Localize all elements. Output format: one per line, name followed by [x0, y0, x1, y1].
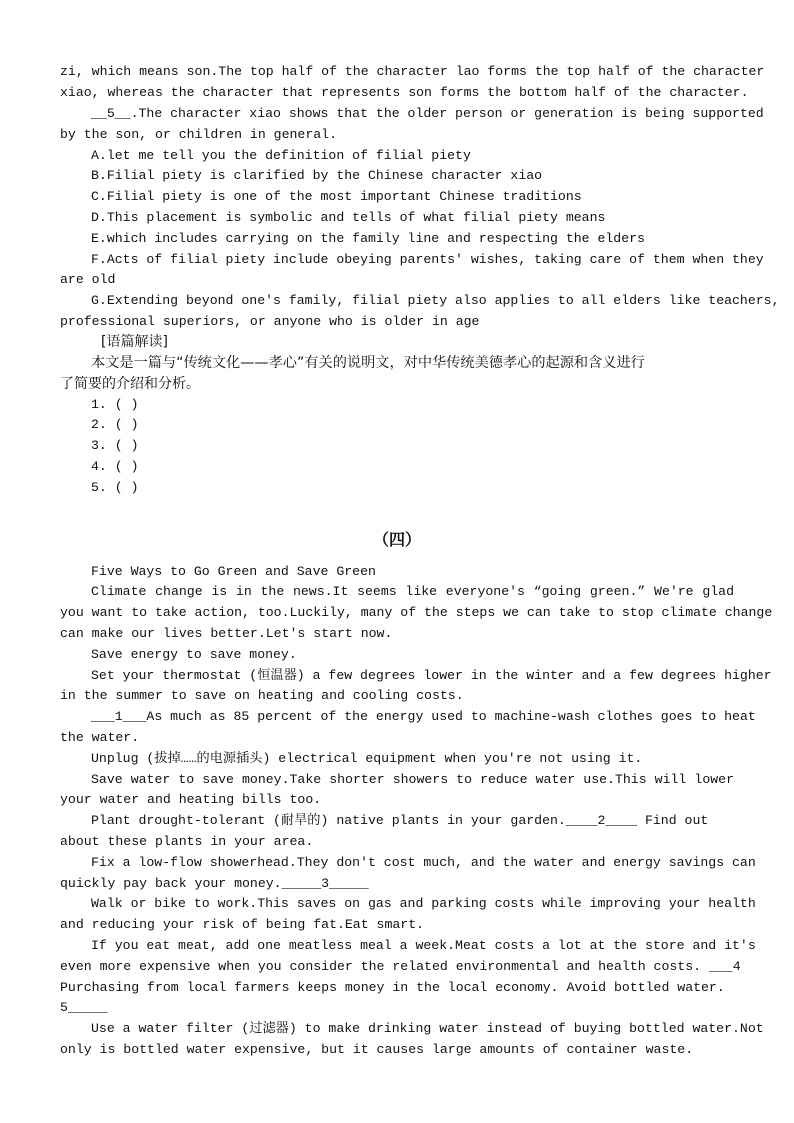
passage-line: Walk or bike to work.This saves on gas and parking costs while improving your health	[91, 896, 756, 911]
answer-slot-1[interactable]: 1. ( )	[91, 397, 139, 412]
answer-blank-5[interactable]: 5_____	[60, 1000, 108, 1015]
passage-line: your water and heating bills too.	[60, 792, 322, 807]
passage-line: Unplug (拔掉……的电源插头) electrical equipment when you're not using it.	[91, 751, 643, 766]
option-g: G.Extending beyond one's family, filial piety also applies to all elders like teachers,	[91, 293, 780, 308]
analysis-text: 了简要的介绍和分析。	[60, 376, 200, 392]
analysis-text: 本文是一篇与“传统文化——孝心”有关的说明文，对中华传统美德孝心的起源和含义进行	[91, 355, 645, 371]
passage-line: If you eat meat, add one meatless meal a week.Meat costs a lot at the store and it's	[91, 938, 756, 953]
option-f: F.Acts of filial piety include obeying parents' wishes, taking care of them when they	[91, 252, 764, 267]
analysis-title: [语篇解读]	[101, 334, 168, 350]
passage-line: about these plants in your area.	[60, 834, 314, 849]
passage-line: you want to take action, too.Luckily, many of the steps we can take to stop climate change	[60, 605, 773, 620]
passage-line: Climate change is in the news.It seems like everyone's “going green.” We're glad	[91, 584, 734, 599]
answer-blank-5[interactable]: __5__	[91, 106, 131, 121]
option-e: E.which includes carrying on the family line and respecting the elders	[91, 231, 645, 246]
option-a: A.let me tell you the definition of filial piety	[91, 148, 471, 163]
passage-line: the water.	[60, 730, 140, 745]
option-d: D.This placement is symbolic and tells of what filial piety means	[91, 210, 606, 225]
passage-line: zi, which means son.The top half of the character lao forms the top half of the character	[60, 64, 765, 79]
passage-line: and reducing your risk of being fat.Eat smart.	[60, 917, 425, 932]
answer-blank-2[interactable]: ____2____	[565, 813, 638, 828]
passage-line: Set your thermostat (恒温器) a few degrees lower in the winter and a few degrees higher	[91, 668, 772, 683]
option-b: B.Filial piety is clarified by the Chinese character xiao	[91, 168, 543, 183]
passage-line: Use a water filter (过滤器) to make drinking water instead of buying bottled water.Not	[91, 1021, 764, 1036]
answer-slot-5[interactable]: 5. ( )	[91, 480, 139, 495]
passage-line: Purchasing from local farmers keeps money in the local economy. Avoid bottled water.	[60, 980, 725, 995]
passage-line: Save water to save money.Take shorter showers to reduce water use.This will lower	[91, 772, 734, 787]
option-c: C.Filial piety is one of the most important Chinese traditions	[91, 189, 582, 204]
option-f-cont: are old	[60, 272, 116, 287]
passage-line: xiao, whereas the character that represents son forms the bottom half of the character.	[60, 85, 749, 100]
passage-line-with-blank: __5__.The character xiao shows that the older person or generation is being supported	[91, 106, 764, 121]
passage-line-with-blank: quickly pay back your money._____3_____	[60, 876, 369, 891]
passage-line-with-blank: Plant drought-tolerant (耐旱的) native plants in your garden.____2____ Find out	[91, 813, 709, 828]
section-subhead: Save energy to save money.	[91, 647, 297, 662]
passage-title: Five Ways to Go Green and Save Green	[91, 564, 376, 579]
answer-slot-3[interactable]: 3. ( )	[91, 438, 139, 453]
passage-line: in the summer to save on heating and cooling costs.	[60, 688, 464, 703]
passage-line-with-blank: even more expensive when you consider the related environmental and health costs. ___4	[60, 959, 741, 974]
option-g-cont: professional superiors, or anyone who is older in age	[60, 314, 480, 329]
passage-line-with-blank: ___1___As much as 85 percent of the energy used to machine-wash clothes goes to heat	[91, 709, 756, 724]
passage-line: only is bottled water expensive, but it causes large amounts of container waste.	[60, 1042, 694, 1057]
section-heading: （四）	[372, 530, 421, 549]
passage-line: by the son, or children in general.	[60, 127, 337, 142]
answer-blank-1[interactable]: ___1___	[91, 709, 147, 724]
answer-slot-4[interactable]: 4. ( )	[91, 459, 139, 474]
passage-line: can make our lives better.Let's start now.	[60, 626, 393, 641]
answer-blank-3[interactable]: _____3_____	[281, 876, 369, 891]
answer-slot-2[interactable]: 2. ( )	[91, 417, 139, 432]
passage-line: Fix a low-flow showerhead.They don't cost much, and the water and energy savings can	[91, 855, 756, 870]
answer-blank-4[interactable]: ___4	[708, 959, 741, 974]
